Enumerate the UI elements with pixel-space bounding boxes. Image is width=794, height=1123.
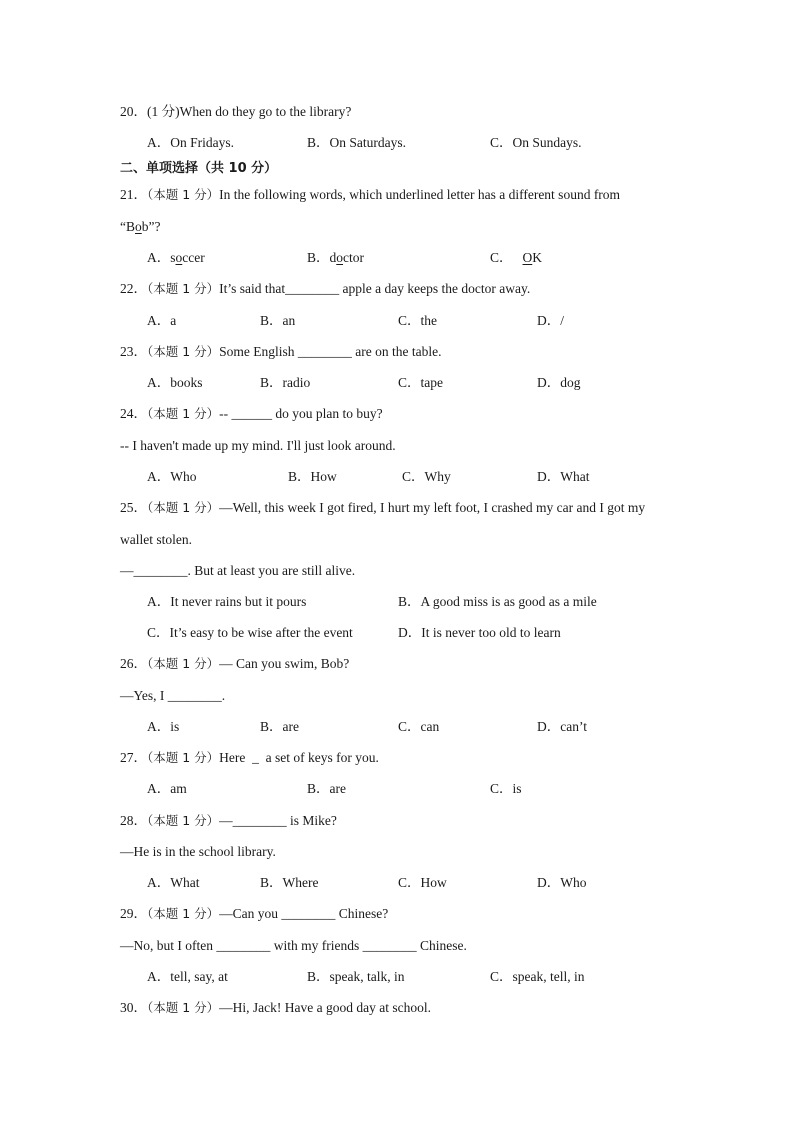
question-number: 26． xyxy=(120,656,147,671)
option-a[interactable]: A．It never rains but it pours xyxy=(147,594,307,609)
question-number: 22． xyxy=(120,281,147,296)
question-29 xyxy=(120,906,388,922)
question-text: When do they go to the library? xyxy=(179,104,352,119)
question-score: （本题 1 分） xyxy=(147,656,220,671)
question-30 xyxy=(120,1000,431,1016)
question-text: Here _ a set of keys for you. xyxy=(219,750,379,765)
option-a[interactable]: A．books xyxy=(147,375,203,390)
question-21-cont xyxy=(120,219,160,235)
question-number: 27． xyxy=(120,750,147,765)
question-26-reply: —Yes, I ________. xyxy=(120,688,226,703)
option-text: K xyxy=(532,250,543,265)
question-number: 23． xyxy=(120,344,147,359)
option-c[interactable] xyxy=(490,250,542,266)
question-25 xyxy=(120,500,645,516)
option-c[interactable]: C．On Sundays. xyxy=(490,135,582,150)
option-c[interactable]: C．tape xyxy=(398,375,443,390)
option-b[interactable]: B．A good miss is as good as a mile xyxy=(398,594,597,609)
question-23 xyxy=(120,344,442,360)
question-number: 25． xyxy=(120,500,147,515)
option-d[interactable]: D．dog xyxy=(537,375,581,390)
question-text: It’s said that________ apple a day keeps the doctor away. xyxy=(219,281,531,296)
option-b[interactable]: B．an xyxy=(260,313,296,328)
option-text: ccer xyxy=(182,250,205,265)
option-a[interactable]: A．am xyxy=(147,781,187,796)
option-a[interactable]: A．is xyxy=(147,719,180,734)
question-27 xyxy=(120,750,379,766)
option-a[interactable]: A．a xyxy=(147,313,177,328)
option-a[interactable]: A．What xyxy=(147,875,200,890)
option-a[interactable]: A．On Fridays. xyxy=(147,135,234,150)
question-text: Some English ________ are on the table. xyxy=(219,344,442,359)
option-text: C． xyxy=(490,250,513,265)
question-score: （本题 1 分） xyxy=(147,500,220,515)
question-score: （本题 1 分） xyxy=(147,1000,220,1015)
option-d[interactable]: D．can’t xyxy=(537,719,587,734)
option-a[interactable]: A．Who xyxy=(147,469,197,484)
question-number: 21． xyxy=(120,187,147,202)
question-20 xyxy=(120,104,351,120)
option-a[interactable]: A．tell, say, at xyxy=(147,969,228,984)
question-text: —Well, this week I got fired, I hurt my left foot, I crashed my car and I got my xyxy=(219,500,646,515)
section-title: 二、单项选择（共 10 分） xyxy=(120,161,278,176)
question-text: -- ______ do you plan to buy? xyxy=(219,406,383,421)
option-c[interactable]: C．How xyxy=(398,875,447,890)
question-number: 28． xyxy=(120,813,147,828)
question-score: （本题 1 分） xyxy=(147,406,220,421)
underlined-letter: o xyxy=(336,250,344,265)
question-21 xyxy=(120,187,620,203)
option-b[interactable]: B．Where xyxy=(260,875,319,890)
option-b[interactable] xyxy=(307,250,364,266)
option-d[interactable]: D．What xyxy=(537,469,590,484)
question-26 xyxy=(120,656,349,672)
question-25-cont: wallet stolen. xyxy=(120,532,192,547)
text-fragment: b”? xyxy=(141,219,161,234)
question-score: （本题 1 分） xyxy=(147,750,220,765)
question-score: （本题 1 分） xyxy=(147,187,220,202)
text-fragment: “B xyxy=(120,219,135,234)
option-c[interactable]: C．the xyxy=(398,313,437,328)
underlined-letter: o xyxy=(135,219,142,234)
option-text: ctor xyxy=(343,250,365,265)
option-c[interactable]: C．speak, tell, in xyxy=(490,969,585,984)
question-22 xyxy=(120,281,530,297)
option-b[interactable]: B．speak, talk, in xyxy=(307,969,405,984)
question-score: （本题 1 分） xyxy=(147,813,220,828)
option-b[interactable]: B．radio xyxy=(260,375,311,390)
question-number: 30． xyxy=(120,1000,147,1015)
option-c[interactable]: C．is xyxy=(490,781,522,796)
option-a[interactable] xyxy=(147,250,205,266)
option-d[interactable]: D．/ xyxy=(537,313,564,328)
question-24 xyxy=(120,406,383,422)
underlined-letter: o xyxy=(175,250,183,265)
option-b[interactable]: B．On Saturdays. xyxy=(307,135,406,150)
question-25-reply: —________. But at least you are still alive. xyxy=(120,563,356,578)
question-score: （本题 1 分） xyxy=(147,344,220,359)
question-24-reply: -- I haven't made up my mind. I'll just look around. xyxy=(120,438,396,453)
question-28-reply: —He is in the school library. xyxy=(120,844,276,859)
option-c[interactable]: C．Why xyxy=(402,469,451,484)
question-29-reply: —No, but I often ________ with my friends ________ Chinese. xyxy=(120,938,467,953)
question-text: In the following words, which underlined letter has a different sound from xyxy=(219,187,621,202)
question-text: —Hi, Jack! Have a good day at school. xyxy=(219,1000,431,1015)
question-score: (1 分) xyxy=(147,104,180,119)
option-text: B．d xyxy=(307,250,337,265)
question-score: （本题 1 分） xyxy=(147,906,220,921)
question-text: — Can you swim, Bob? xyxy=(219,656,350,671)
option-b[interactable]: B．How xyxy=(288,469,337,484)
question-28 xyxy=(120,813,337,829)
underlined-letter: O xyxy=(522,250,533,265)
question-number: 20． xyxy=(120,104,147,119)
question-text: —________ is Mike? xyxy=(219,813,337,828)
question-number: 29． xyxy=(120,906,147,921)
option-text: A．s xyxy=(147,250,176,265)
option-d[interactable]: D．It is never too old to learn xyxy=(398,625,561,640)
option-b[interactable]: B．are xyxy=(260,719,299,734)
option-c[interactable]: C．can xyxy=(398,719,440,734)
option-b[interactable]: B．are xyxy=(307,781,346,796)
option-c[interactable]: C．It’s easy to be wise after the event xyxy=(147,625,353,640)
option-d[interactable]: D．Who xyxy=(537,875,587,890)
question-number: 24． xyxy=(120,406,147,421)
question-score: （本题 1 分） xyxy=(147,281,220,296)
question-text: —Can you ________ Chinese? xyxy=(219,906,389,921)
